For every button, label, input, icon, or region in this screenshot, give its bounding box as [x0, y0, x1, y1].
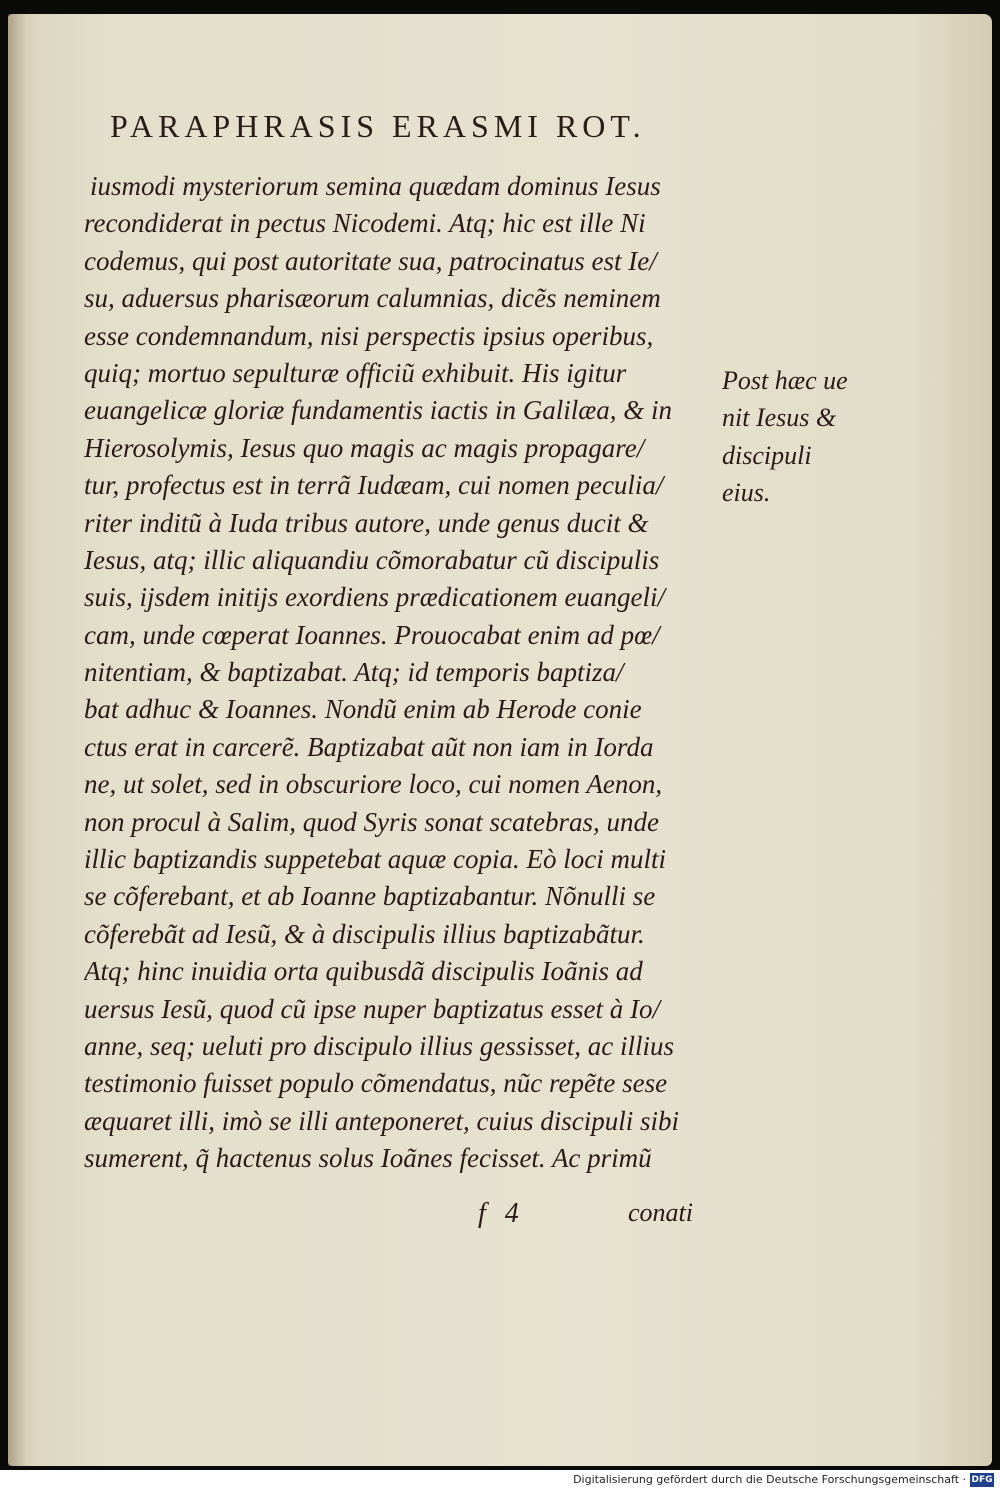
text-line: euangelicæ gloriæ fundamentis iactis in Galilæa, & in — [84, 395, 672, 426]
marginal-note — [722, 362, 882, 512]
text-line: Iesus, atq; illic aliquandiu cõmorabatur cũ discipulis — [84, 544, 660, 575]
text-line: suis, ijsdem initijs exordiens prædicationem euangeli/ — [84, 582, 665, 613]
text-line: riter inditũ à Iuda tribus autore, unde genus ducit & — [84, 507, 649, 538]
text-line: Hierosolymis, Iesus quo magis ac magis propagare/ — [84, 432, 645, 463]
marginal-note-line: nit Iesus & — [722, 403, 837, 433]
text-line: tur, profectus est in terrã Iudæam, cui nomen peculia/ — [84, 470, 664, 501]
catchword: conati — [628, 1198, 693, 1227]
text-line: non procul à Salim, quod Syris sonat scatebras, unde — [84, 806, 659, 837]
text-line: sumerent, q̃ hactenus solus Ioãnes fecisset. Ac primũ — [84, 1143, 652, 1174]
marginal-note-line: discipuli — [722, 440, 812, 470]
text-line: testimonio fuisset populo cõmendatus, nũc repẽte sese — [84, 1068, 668, 1099]
footer-credit: Digitalisierung gefördert durch die Deutsche Forschungsgemeinschaft · — [573, 1473, 966, 1486]
text-line: cam, unde cœperat Ioannes. Prouocabat enim ad pœ/ — [84, 619, 660, 650]
text-line: nitentiam, & baptizabat. Atq; id temporis baptiza/ — [84, 657, 624, 688]
text-line: codemus, qui post autoritate sua, patrocinatus est Ie/ — [84, 245, 657, 276]
text-line: iusmodi mysteriorum semina quædam dominus Iesus — [90, 171, 661, 201]
text-line: se cõferebant, et ab Ioanne baptizabantur. Nõnulli se — [84, 881, 656, 912]
text-line: cõferebãt ad Iesũ, & à discipulis illius baptizabãtur. — [84, 918, 645, 949]
marginal-note-line: Post hæc ue — [722, 366, 848, 395]
text-line: quiq; mortuo sepulturæ officiũ exhibuit. His igitur — [84, 357, 627, 388]
text-line: anne, seq; ueluti pro discipulo illius gessisset, ac illius — [84, 1030, 674, 1061]
text-line: uersus Iesũ, quod cũ ipse nuper baptizatus esset à Io/ — [84, 993, 660, 1024]
dfg-logo: DFG — [971, 1475, 993, 1485]
signature-mark: f 4 — [478, 1198, 525, 1229]
text-line: Atq; hinc inuidia orta quibusdã discipulis Ioãnis ad — [84, 956, 643, 987]
text-line: bat adhuc & Ioannes. Nondũ enim ab Herode conie — [84, 694, 642, 725]
text-line: su, aduersus pharisæorum calumnias, dicẽs neminem — [84, 283, 661, 314]
text-line: recondiderat in pectus Nicodemi. Atq; hic est ille Ni — [84, 208, 646, 239]
marginal-note-line: eius. — [722, 478, 771, 508]
text-line: ctus erat in carcerẽ. Baptizabat aũt non iam in Iorda — [84, 731, 654, 762]
text-line: illic baptizandis suppetebat aquæ copia. Eò loci multi — [84, 844, 666, 875]
text-line: ne, ut solet, sed in obscuriore loco, cui nomen Aenon, — [84, 769, 663, 800]
body-text — [84, 168, 724, 1178]
text-line: esse condemnandum, nisi perspectis ipsius operibus, — [84, 320, 654, 351]
running-head: PARAPHRASIS ERASMI ROT. — [110, 108, 646, 144]
text-line: æquaret illi, imò se illi anteponeret, cuius discipuli sibi — [84, 1105, 679, 1136]
